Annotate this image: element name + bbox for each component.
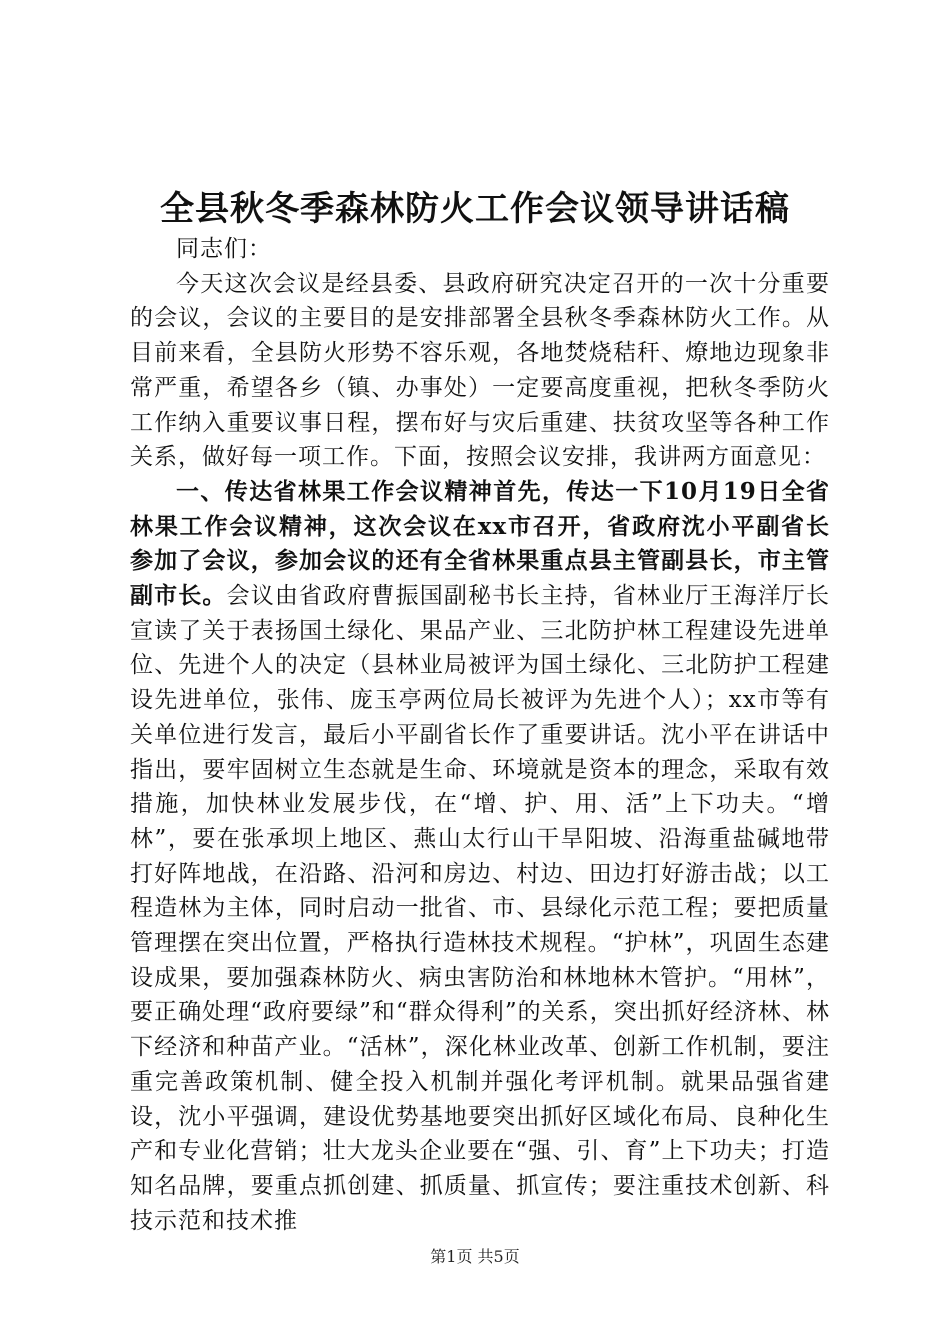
- salutation: 同志们：: [176, 236, 272, 262]
- section-one-text: 会议由省政府曹振国副秘书长主持，省林业厅王海洋厅长宣读了关于表扬国土绿化、果品产业、三北防护林工程建设先进单位、先进个人的决定（县林业局被评为国土绿化、三北防护工程建设先进单位，张伟、庞玉亭两位局长被评为先进个人）；xx市等有关单位进行发言，最后小平副省长作了重要讲话。沈小平在讲话中指出，要牢固树立生态就是生命、环境就是资本的理念，采取有效措施，加快林业发展步伐，在“增、护、用、活”上下功夫。“增林”，要在张承坝上地区、燕山太行山干旱阳坡、沿海重盐碱地带打好阵地战，在沿路、沿河和房边、村边、田边打好游击战；以工程造林为主体，同时启动一批省、市、县绿化示范工程；要把质量管理摆在突出位置，严格执行造林技术规程。“护林”，巩固生态建设成果，要加强森林防火、病虫害防治和林地林木管护。“用林”，要正确处理“政府要绿”和“群众得利”的关系，突出抓好经济林、林下经济和种苗产业。“活林”，深化林业改革、创新工作机制，要注重完善政策机制、健全投入机制并强化考评机制。就果品强省建设，沈小平强调，建设优势基地要突出抓好区域化布局、良种化生产和专业化营销；壮大龙头企业要在“强、引、育”上下功夫；打造知名品牌，要重点抓创建、抓质量、抓宣传；要注重技术创新、科技示范和技术推: [130, 583, 831, 1234]
- document-title: 全县秋冬季森林防火工作会议领导讲话稿: [160, 189, 790, 229]
- page-footer: 第1页 共5页: [430, 1247, 520, 1266]
- paragraph-intro: 今天这次会议是经县委、县政府研究决定召开的一次十分重要的会议，会议的主要目的是安排部署全县秋冬季森林防火工作。从目前来看，全县防火形势不容乐观，各地焚烧秸秆、燎地边现象非常严重，希望各乡（镇、办事处）一定要高度重视，把秋冬季防火工作纳入重要议事日程，摆布好与灾后重建、扶贫攻坚等各种工作关系，做好每一项工作。下面，按照会议安排，我讲两方面意见：: [130, 270, 830, 471]
- document-body: [130, 232, 830, 1238]
- section-one-heading: 一、传达省林果工作会议精神首先，传达一下10月19日全省林果工作会议精神，这次会议在xx市召开，省政府沈小平副省长参加了会议，参加会议的还有全省林果重点县主管副县长，市主管副市长。: [130, 477, 830, 610]
- paragraph-section-one: [130, 475, 830, 1238]
